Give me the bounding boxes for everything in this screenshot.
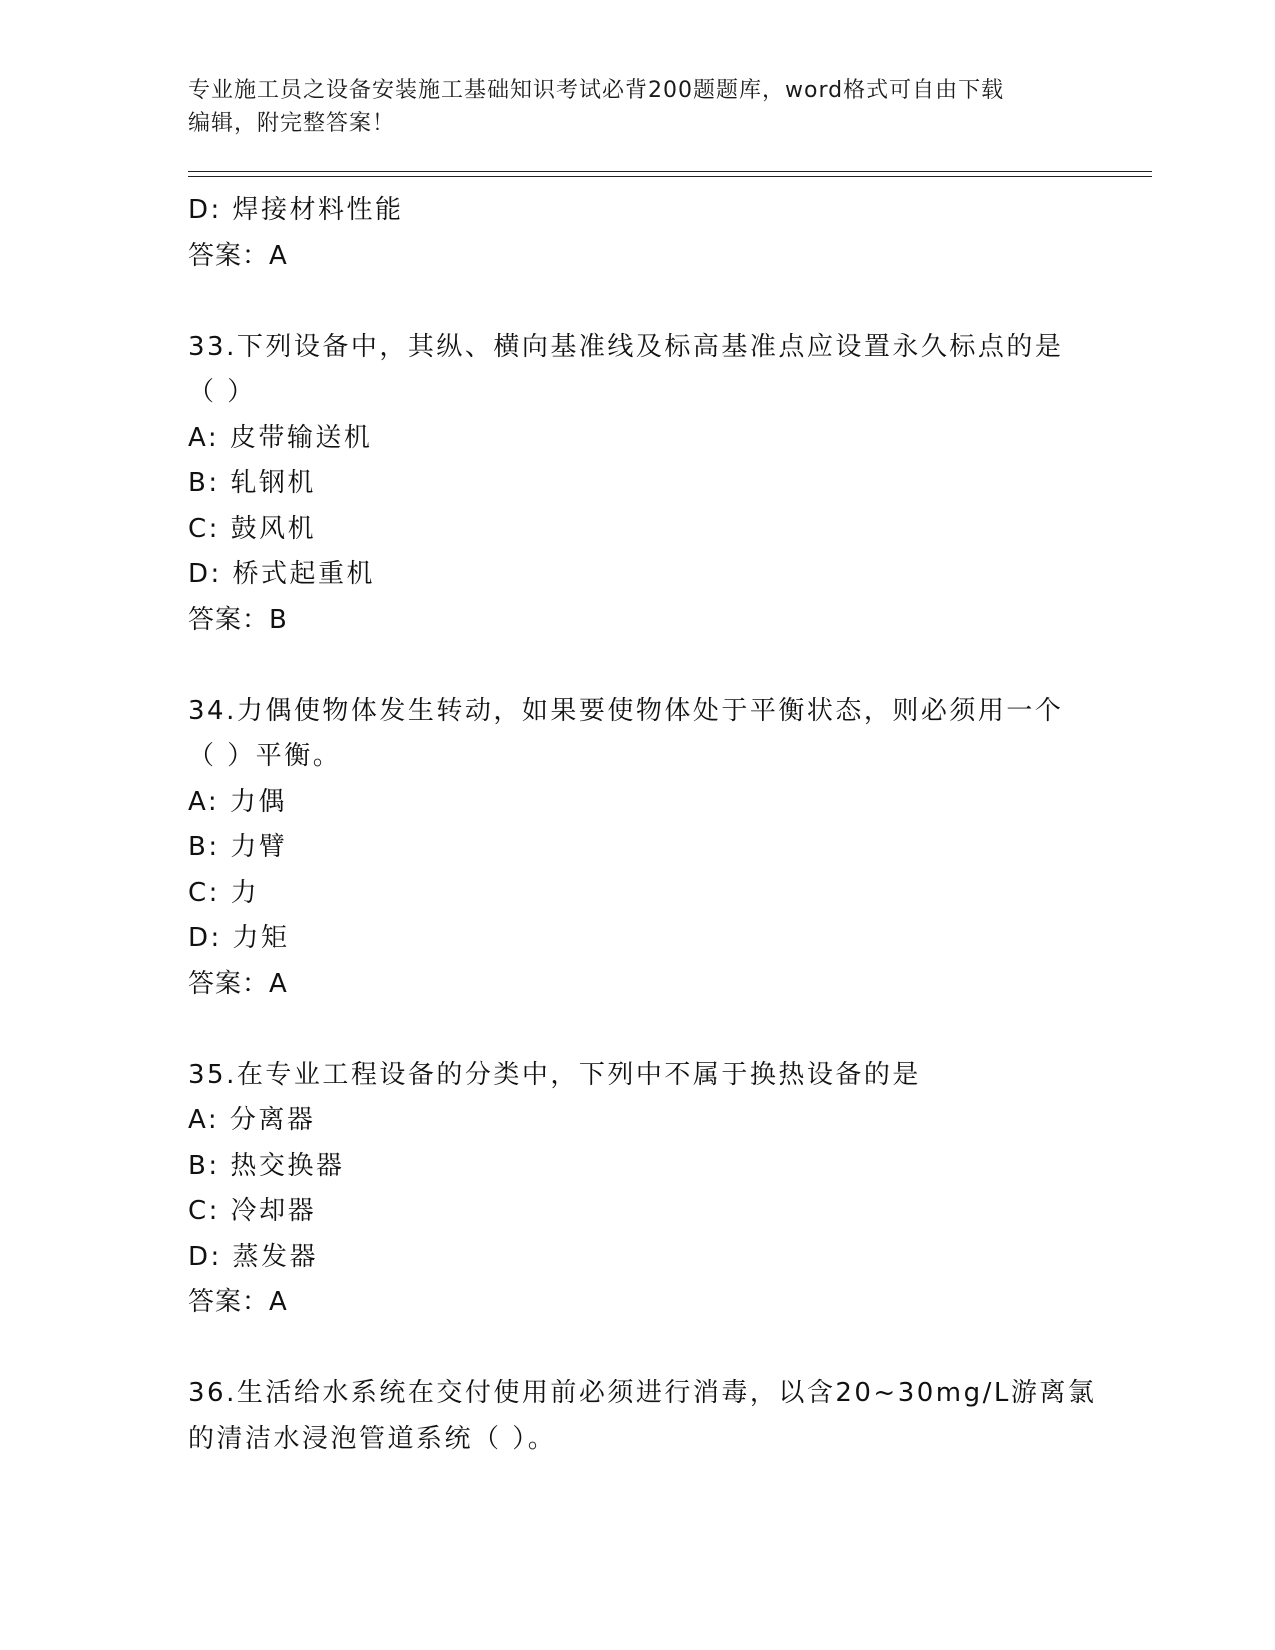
header-line-1: 专业施工员之设备安装施工基础知识考试必背200题题库，word格式可自由下载 <box>188 78 1005 103</box>
option-b: B: 轧钢机 <box>188 468 316 498</box>
option-d: D: 桥式起重机 <box>188 559 376 589</box>
option-d: D: 力矩 <box>188 923 290 953</box>
option-a: A: 皮带输送机 <box>188 422 373 453</box>
question-text: 的清洁水浸泡管道系统（ ）。 <box>188 1423 557 1454</box>
question-text: 34.力偶使物体发生转动，如果要使物体处于平衡状态，则必须用一个 <box>188 695 1064 726</box>
question-36 <box>188 1371 1097 1462</box>
question-list <box>188 188 1097 1462</box>
header-line-2: 编辑，附完整答案！ <box>188 111 396 136</box>
question-34 <box>188 689 1088 1008</box>
option-a: A: 分离器 <box>188 1105 316 1135</box>
question-text: （ ）平衡。 <box>188 741 342 771</box>
option-c: C: 鼓风机 <box>188 513 317 544</box>
header-divider-bottom <box>188 176 1152 177</box>
document-header <box>188 74 1068 140</box>
option-b: B: 力臂 <box>188 832 288 862</box>
option-b: B: 热交换器 <box>188 1150 345 1181</box>
answer: 答案：A <box>188 1287 288 1317</box>
question-text: 36.生活给水系统在交付使用前必须进行消毒，以含20~30mg/L游离氯 <box>188 1378 1097 1408</box>
spacer <box>188 1326 1088 1372</box>
option-c: C: 冷却器 <box>188 1196 317 1226</box>
question-text: 35.在专业工程设备的分类中，下列中不属于换热设备的是 <box>188 1059 921 1090</box>
option-d: D: 蒸发器 <box>188 1241 319 1272</box>
spacer <box>188 1007 1088 1053</box>
option-d: D: 焊接材料性能 <box>188 195 404 225</box>
question-33 <box>188 325 1088 644</box>
option-a: A: 力偶 <box>188 786 287 817</box>
answer: 答案：A <box>188 968 288 999</box>
spacer <box>188 643 1088 689</box>
spacer <box>188 279 1088 325</box>
question-text: （ ） <box>188 377 256 407</box>
answer: 答案：B <box>188 604 288 635</box>
answer: 答案：A <box>188 240 288 271</box>
header-divider-top <box>188 171 1152 172</box>
question-text: 33.下列设备中，其纵、横向基准线及标高基准点应设置永久标点的是 <box>188 331 1064 362</box>
option-c: C: 力 <box>188 877 260 908</box>
question-35 <box>188 1053 1088 1326</box>
